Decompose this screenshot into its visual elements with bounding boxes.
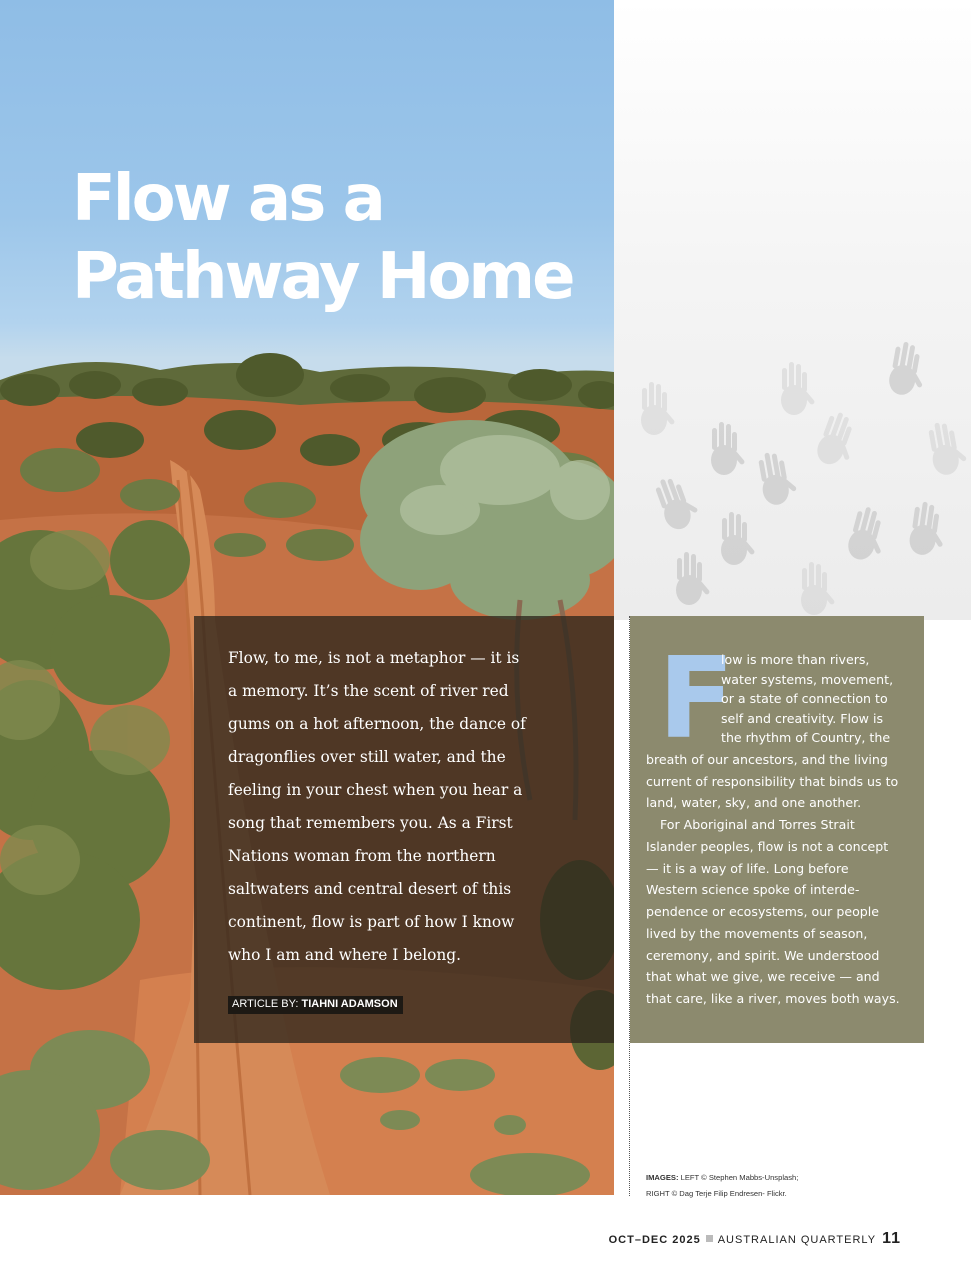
body-line: that what we give, we receive — and bbox=[646, 969, 880, 984]
rock-art-handprints-photo bbox=[614, 0, 971, 620]
title-line-1: Flow as a bbox=[72, 162, 383, 236]
body-line: pendence or ecosystems, our people bbox=[646, 904, 880, 919]
body-line: For Aboriginal and Torres Strait bbox=[660, 817, 855, 832]
intro-line: gums on a hot afternoon, the dance of bbox=[228, 715, 526, 733]
body-line: water systems, movement, bbox=[721, 672, 894, 687]
intro-line: song that remembers you. As a First bbox=[228, 814, 513, 832]
byline-label: ARTICLE BY: bbox=[232, 998, 299, 1010]
intro-line: Nations woman from the northern bbox=[228, 847, 496, 865]
body-line: that care, like a river, moves both ways. bbox=[646, 991, 900, 1006]
intro-line: dragonflies over still water, and the bbox=[228, 748, 506, 766]
byline-author: TIAHNI ADAMSON bbox=[301, 998, 398, 1010]
body-line: Islander peoples, flow is not a concept bbox=[646, 839, 889, 854]
intro-line: a memory. It’s the scent of river red bbox=[228, 682, 509, 700]
credits-right: RIGHT © Dag Terje Filip Endresen- Flickr. bbox=[646, 1189, 787, 1198]
intro-line: Flow, to me, is not a metaphor — it is bbox=[228, 649, 520, 667]
intro-line: feeling in your chest when you hear a bbox=[228, 781, 523, 799]
body-line: breath of our ancestors, and the living bbox=[646, 752, 888, 767]
body-line: self and creativity. Flow is bbox=[721, 711, 884, 726]
article-title bbox=[72, 160, 592, 316]
credits-label: IMAGES: bbox=[646, 1173, 679, 1182]
publication-name: AUSTRALIAN QUARTERLY bbox=[717, 1234, 877, 1246]
title-line-2: Pathway Home bbox=[72, 240, 573, 314]
body-line: low is more than rivers, bbox=[721, 652, 870, 667]
body-line: or a state of connection to bbox=[721, 691, 888, 706]
intro-line: continent, flow is part of how I know bbox=[228, 913, 515, 931]
intro-text-box bbox=[194, 616, 614, 1043]
drop-cap: F bbox=[658, 634, 735, 764]
page-number: 11 bbox=[882, 1230, 901, 1247]
body-line: — it is a way of life. Long before bbox=[646, 861, 849, 876]
body-line: ceremony, and spirit. We understood bbox=[646, 948, 880, 963]
intro-line: who I am and where I belong. bbox=[228, 946, 462, 964]
body-line: land, water, sky, and one another. bbox=[646, 795, 862, 810]
credits-left: LEFT © Stephen Mabbs-Unsplash; bbox=[680, 1173, 799, 1182]
handprints-illustration bbox=[614, 0, 971, 620]
body-column bbox=[630, 616, 924, 1043]
issue-date: OCT–DEC 2025 bbox=[608, 1234, 701, 1246]
separator-square-icon bbox=[706, 1235, 713, 1242]
body-line: lived by the movements of season, bbox=[646, 926, 868, 941]
intro-paragraph bbox=[228, 642, 558, 972]
page-footer bbox=[609, 1230, 901, 1248]
body-line: Western science spoke of interde- bbox=[646, 882, 860, 897]
intro-line: saltwaters and central desert of this bbox=[228, 880, 512, 898]
byline bbox=[228, 996, 403, 1014]
image-credits bbox=[646, 1170, 798, 1202]
body-line: current of responsibility that binds us to bbox=[646, 774, 899, 789]
body-line: the rhythm of Country, the bbox=[721, 730, 891, 745]
